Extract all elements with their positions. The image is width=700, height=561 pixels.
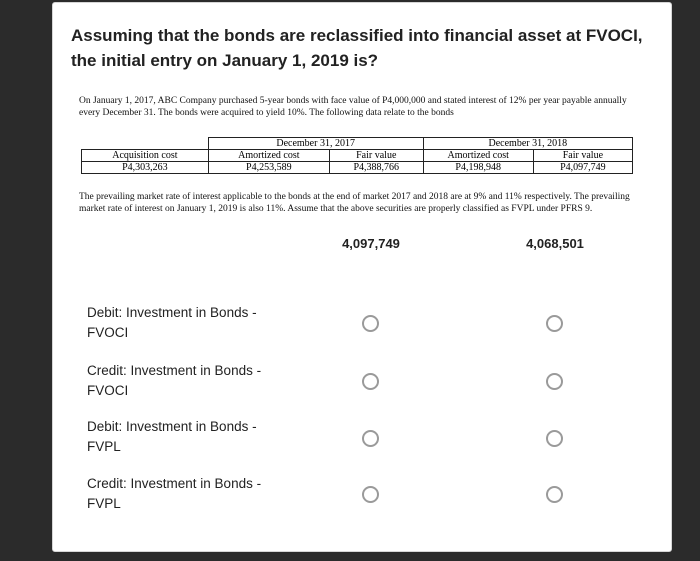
row-label-debit-fvoci: Debit: Investment in Bonds - FVOCI [87, 305, 257, 340]
radio-credit-fvoci-option-1[interactable] [362, 373, 379, 390]
column-header-option-2: 4,068,501 [526, 236, 584, 251]
radio-credit-fvpl-option-2[interactable] [546, 486, 563, 503]
radio-debit-fvpl-option-1[interactable] [362, 430, 379, 447]
problem-intro [79, 95, 639, 119]
radio-credit-fvpl-option-1[interactable] [362, 486, 379, 503]
row-label-credit-fvoci: Credit: Investment in Bonds - FVOCI [87, 363, 262, 398]
row-label-credit-fvpl: Credit: Investment in Bonds - FVPL [87, 476, 262, 511]
table-row [82, 162, 633, 174]
table-empty-cell [82, 138, 209, 150]
radio-debit-fvoci-option-1[interactable] [362, 315, 379, 332]
question-card [52, 2, 672, 552]
radio-debit-fvoci-option-2[interactable] [546, 315, 563, 332]
table-cell: P4,388,766 [329, 162, 423, 174]
row-label-debit-fvpl: Debit: Investment in Bonds - FVPL [87, 419, 257, 454]
bond-data-table [81, 137, 633, 174]
table-column-header: Fair value [533, 150, 632, 162]
table-cell: P4,198,948 [423, 162, 533, 174]
radio-debit-fvpl-option-2[interactable] [546, 430, 563, 447]
table-column-header: Acquisition cost [82, 150, 209, 162]
question-text: Assuming that the bonds are reclassified into financial asset at FVOCI, the initial entry on January 1, 2019 is? [71, 26, 643, 70]
table-group-header: December 31, 2018 [423, 138, 632, 150]
table-group-header-row [82, 138, 633, 150]
table-column-header: Amortized cost [208, 150, 329, 162]
problem-note: The prevailing market rate of interest applicable to the bonds at the end of market 2017 and 2018 are at 9% and 11% respectively. The prevailing market rate of interest on January 1, 2019 is also 11%. Assume that the above securities are properly classified as FVPL under PFRS 9. [79, 192, 630, 214]
table-cell: P4,097,749 [533, 162, 632, 174]
table-header-row [82, 150, 633, 162]
table-column-header: Fair value [329, 150, 423, 162]
table-group-header: December 31, 2017 [208, 138, 423, 150]
table-cell: P4,253,589 [208, 162, 329, 174]
table-cell: P4,303,263 [82, 162, 209, 174]
radio-credit-fvoci-option-2[interactable] [546, 373, 563, 390]
table-column-header: Amortized cost [423, 150, 533, 162]
problem-intro-text: On January 1, 2017, ABC Company purchased 5-year bonds with face value of P4,000,000 and stated interest of 12% per year payable annually every December 31. The bonds were acquired to yield 10%. The following data relate to the bonds [79, 96, 627, 118]
column-header-option-1: 4,097,749 [342, 236, 400, 251]
